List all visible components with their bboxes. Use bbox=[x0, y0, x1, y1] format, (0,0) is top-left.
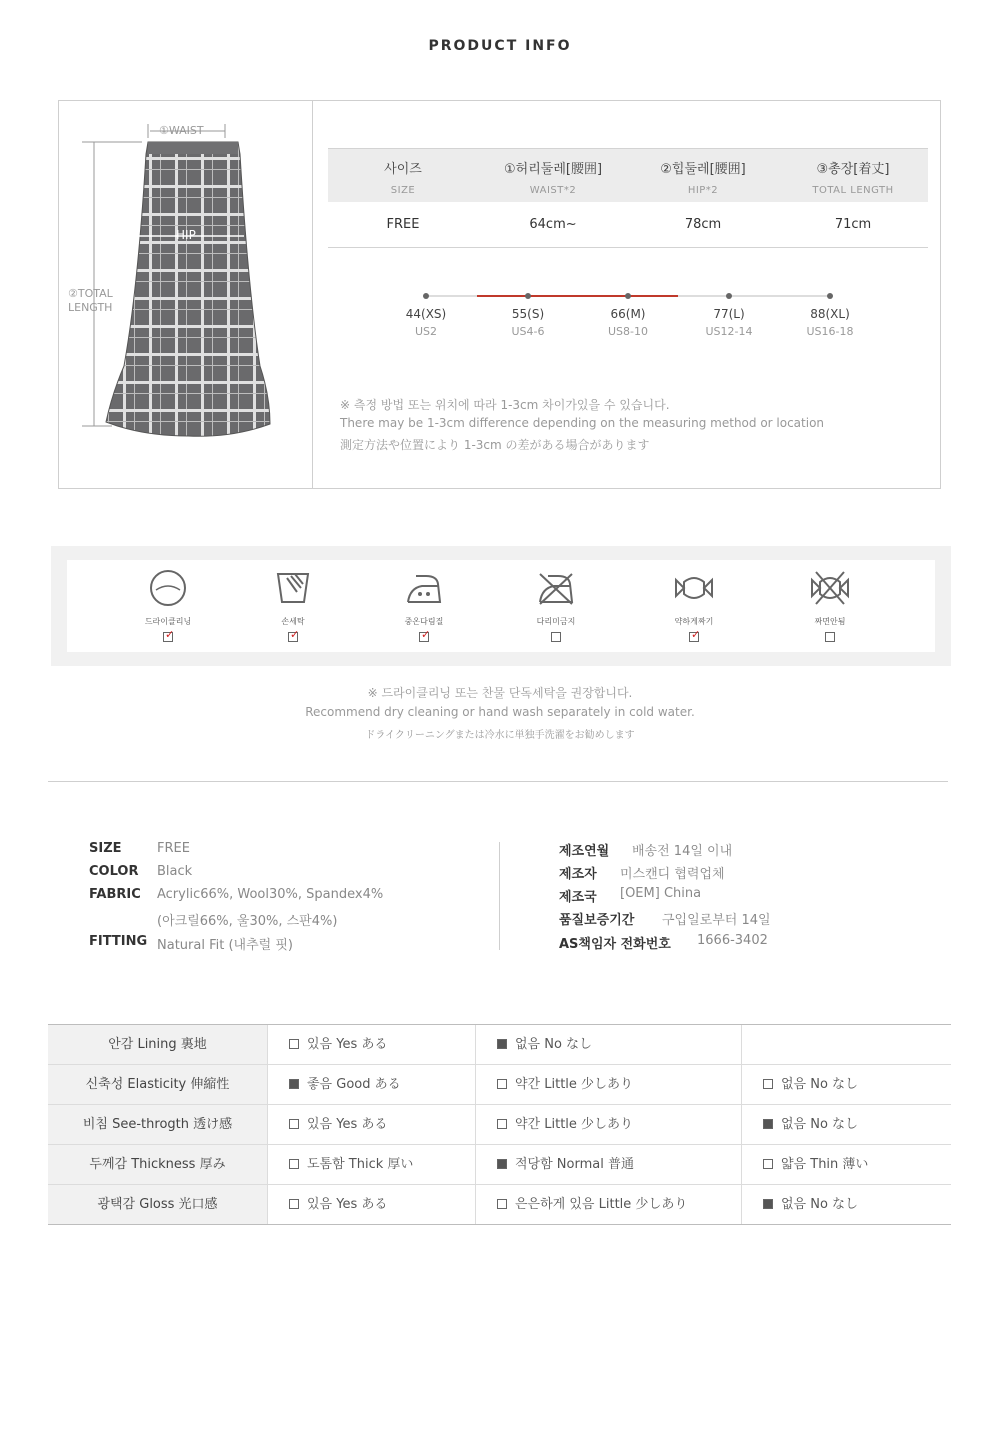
info-as-phone-value: 1666-3402 bbox=[697, 933, 768, 948]
spec-fabric-key: FABRIC bbox=[89, 887, 141, 902]
header-length: ③총장[着丈] TOTAL LENGTH bbox=[812, 162, 894, 196]
option-checkbox[interactable] bbox=[763, 1079, 773, 1089]
option-checkbox[interactable] bbox=[289, 1119, 299, 1129]
waist-label: ①WAIST bbox=[159, 124, 204, 137]
feature-option[interactable]: 도톰함 Thick 厚い bbox=[267, 1145, 475, 1184]
care-note-en: Recommend dry cleaning or hand wash separately in cold water. bbox=[305, 705, 695, 719]
feature-option-empty bbox=[741, 1025, 951, 1064]
care-gentle-wring: 약하게짜기 ✓ bbox=[649, 568, 739, 646]
feature-option[interactable]: 있음 Yes ある bbox=[267, 1185, 475, 1224]
feature-row-elasticity bbox=[48, 1065, 951, 1105]
feature-option[interactable]: 약간 Little 少しあり bbox=[475, 1105, 741, 1144]
spec-fabric-value-ko: (아크릴66%, 울30%, 스판4%) bbox=[157, 914, 338, 929]
feature-option[interactable]: 있음 Yes ある bbox=[267, 1025, 475, 1064]
measure-note-ko: ※ 측정 방법 또는 위치에 따라 1-3cm 차이가있을 수 있습니다. bbox=[340, 398, 670, 412]
no-wring-icon bbox=[810, 568, 850, 608]
feature-option[interactable]: 없음 No なし bbox=[475, 1025, 741, 1064]
feature-label: 신축성 Elasticity 伸縮性 bbox=[48, 1065, 267, 1104]
size-table-header bbox=[328, 148, 928, 202]
feature-option[interactable]: 없음 No なし bbox=[741, 1105, 951, 1144]
spec-fabric-value: Acrylic66%, Wool30%, Spandex4% bbox=[157, 887, 384, 902]
cell-waist: 64cm~ bbox=[529, 217, 577, 232]
info-mfg-date-value: 배송전 14일 이내 bbox=[632, 844, 733, 859]
feature-label: 비침 See-throgth 透け感 bbox=[48, 1105, 267, 1144]
feature-option[interactable]: 좋음 Good ある bbox=[267, 1065, 475, 1104]
box-divider bbox=[312, 100, 313, 489]
scale-s: 55(S) US4-6 bbox=[511, 307, 545, 338]
spec-color-value: Black bbox=[157, 864, 193, 879]
option-checkbox[interactable] bbox=[763, 1119, 773, 1129]
feature-option[interactable]: 적당함 Normal 普通 bbox=[475, 1145, 741, 1184]
spec-size-key: SIZE bbox=[89, 841, 122, 856]
cell-hip: 78cm bbox=[684, 217, 722, 232]
option-checkbox[interactable] bbox=[497, 1039, 507, 1049]
measure-note-ja: 測定方法や位置により 1-3cm の差がある場合があります bbox=[340, 438, 650, 452]
option-checkbox[interactable] bbox=[289, 1199, 299, 1209]
feature-option[interactable]: 없음 No なし bbox=[741, 1185, 951, 1224]
option-checkbox[interactable] bbox=[763, 1159, 773, 1169]
care-no-wring: 짜면안됨 bbox=[785, 568, 875, 646]
care-checkbox[interactable]: ✓ bbox=[290, 628, 300, 641]
page-title: PRODUCT INFO bbox=[428, 38, 572, 54]
feature-label: 안감 Lining 裏地 bbox=[48, 1025, 267, 1064]
gentle-wring-icon bbox=[674, 568, 714, 608]
spec-divider bbox=[499, 842, 500, 950]
option-checkbox[interactable] bbox=[763, 1199, 773, 1209]
info-mfg-date-key: 제조연월 bbox=[559, 844, 610, 859]
care-note-ja: ドライクリーニングまたは冷水に単独手洗濯をお勧めします bbox=[365, 730, 635, 741]
header-hip: ②힙둘레[腰囲] HIP*2 bbox=[660, 162, 746, 196]
feature-row-lining bbox=[48, 1025, 951, 1065]
size-table-row bbox=[328, 202, 928, 248]
feature-option[interactable]: 없음 No なし bbox=[741, 1065, 951, 1104]
scale-xs: 44(XS) US2 bbox=[405, 307, 447, 338]
feature-option[interactable]: 얇음 Thin 薄い bbox=[741, 1145, 951, 1184]
dry-clean-icon bbox=[148, 568, 188, 608]
care-no-iron: 다리미금지 bbox=[511, 568, 601, 646]
info-country-key: 제조국 bbox=[559, 890, 597, 905]
hand-wash-icon bbox=[273, 568, 313, 608]
care-checkbox[interactable]: ✓ bbox=[165, 628, 175, 641]
size-scale bbox=[380, 285, 880, 345]
spec-fitting-value: Natural Fit (내추럴 핏) bbox=[157, 938, 293, 953]
info-country-value: [OEM] China bbox=[620, 886, 702, 901]
care-checkbox[interactable]: ✓ bbox=[691, 628, 701, 641]
scale-l: 77(L) US12-14 bbox=[705, 307, 753, 338]
header-size: 사이즈 SIZE bbox=[384, 162, 422, 196]
measure-note-en: There may be 1-3cm difference depending on the measuring method or location bbox=[340, 416, 825, 430]
feature-row-gloss bbox=[48, 1185, 951, 1225]
care-checkbox[interactable] bbox=[551, 632, 561, 642]
option-checkbox[interactable] bbox=[289, 1159, 299, 1169]
cell-size: FREE bbox=[386, 217, 420, 232]
info-warranty-value: 구입일로부터 14일 bbox=[662, 913, 771, 928]
care-hand-wash: 손세탁 ✓ bbox=[248, 568, 338, 646]
header-waist: ①허리둘레[腰囲] WAIST*2 bbox=[503, 162, 603, 196]
size-table bbox=[328, 148, 928, 248]
hip-label: HIP bbox=[176, 228, 196, 242]
cell-length: 71cm bbox=[834, 217, 872, 232]
care-iron-medium: 중온다림질 ✓ bbox=[379, 568, 469, 646]
feature-row-see-through bbox=[48, 1105, 951, 1145]
info-maker-value: 미스캔디 협력업체 bbox=[620, 867, 725, 882]
spec-size-value: FREE bbox=[157, 841, 190, 856]
size-scale-line bbox=[380, 285, 880, 305]
section-divider bbox=[48, 781, 948, 782]
feature-label: 광택감 Gloss 光口感 bbox=[48, 1185, 267, 1224]
spec-fitting-key: FITTING bbox=[89, 934, 148, 949]
feature-label: 두께감 Thickness 厚み bbox=[48, 1145, 267, 1184]
care-dry-clean: 드라이클리닝 ✓ bbox=[123, 568, 213, 646]
feature-table bbox=[48, 1024, 951, 1225]
info-as-phone-key: AS책임자 전화번호 bbox=[559, 937, 671, 952]
option-checkbox[interactable] bbox=[289, 1039, 299, 1049]
option-checkbox[interactable] bbox=[497, 1119, 507, 1129]
feature-option[interactable]: 있음 Yes ある bbox=[267, 1105, 475, 1144]
feature-option[interactable]: 약간 Little 少しあり bbox=[475, 1065, 741, 1104]
info-warranty-key: 품질보증기간 bbox=[559, 913, 635, 928]
no-iron-icon bbox=[536, 568, 576, 608]
option-checkbox[interactable] bbox=[289, 1079, 299, 1089]
iron-medium-icon bbox=[404, 568, 444, 608]
scale-m: 66(M) US8-10 bbox=[608, 307, 648, 338]
care-note-ko: ※ 드라이클리닝 또는 찬물 단독세탁을 권장합니다. bbox=[367, 686, 633, 700]
info-maker-key: 제조자 bbox=[559, 867, 597, 882]
feature-option[interactable]: 은은하게 있음 Little 少しあり bbox=[475, 1185, 741, 1224]
care-checkbox[interactable]: ✓ bbox=[421, 628, 431, 641]
care-checkbox[interactable] bbox=[825, 632, 835, 642]
total-length-label: ②TOTAL LENGTH bbox=[68, 287, 113, 314]
spec-color-key: COLOR bbox=[89, 864, 139, 879]
option-checkbox[interactable] bbox=[497, 1199, 507, 1209]
feature-row-thickness bbox=[48, 1145, 951, 1185]
option-checkbox[interactable] bbox=[497, 1159, 507, 1169]
scale-xl: 88(XL) US16-18 bbox=[806, 307, 854, 338]
option-checkbox[interactable] bbox=[497, 1079, 507, 1089]
